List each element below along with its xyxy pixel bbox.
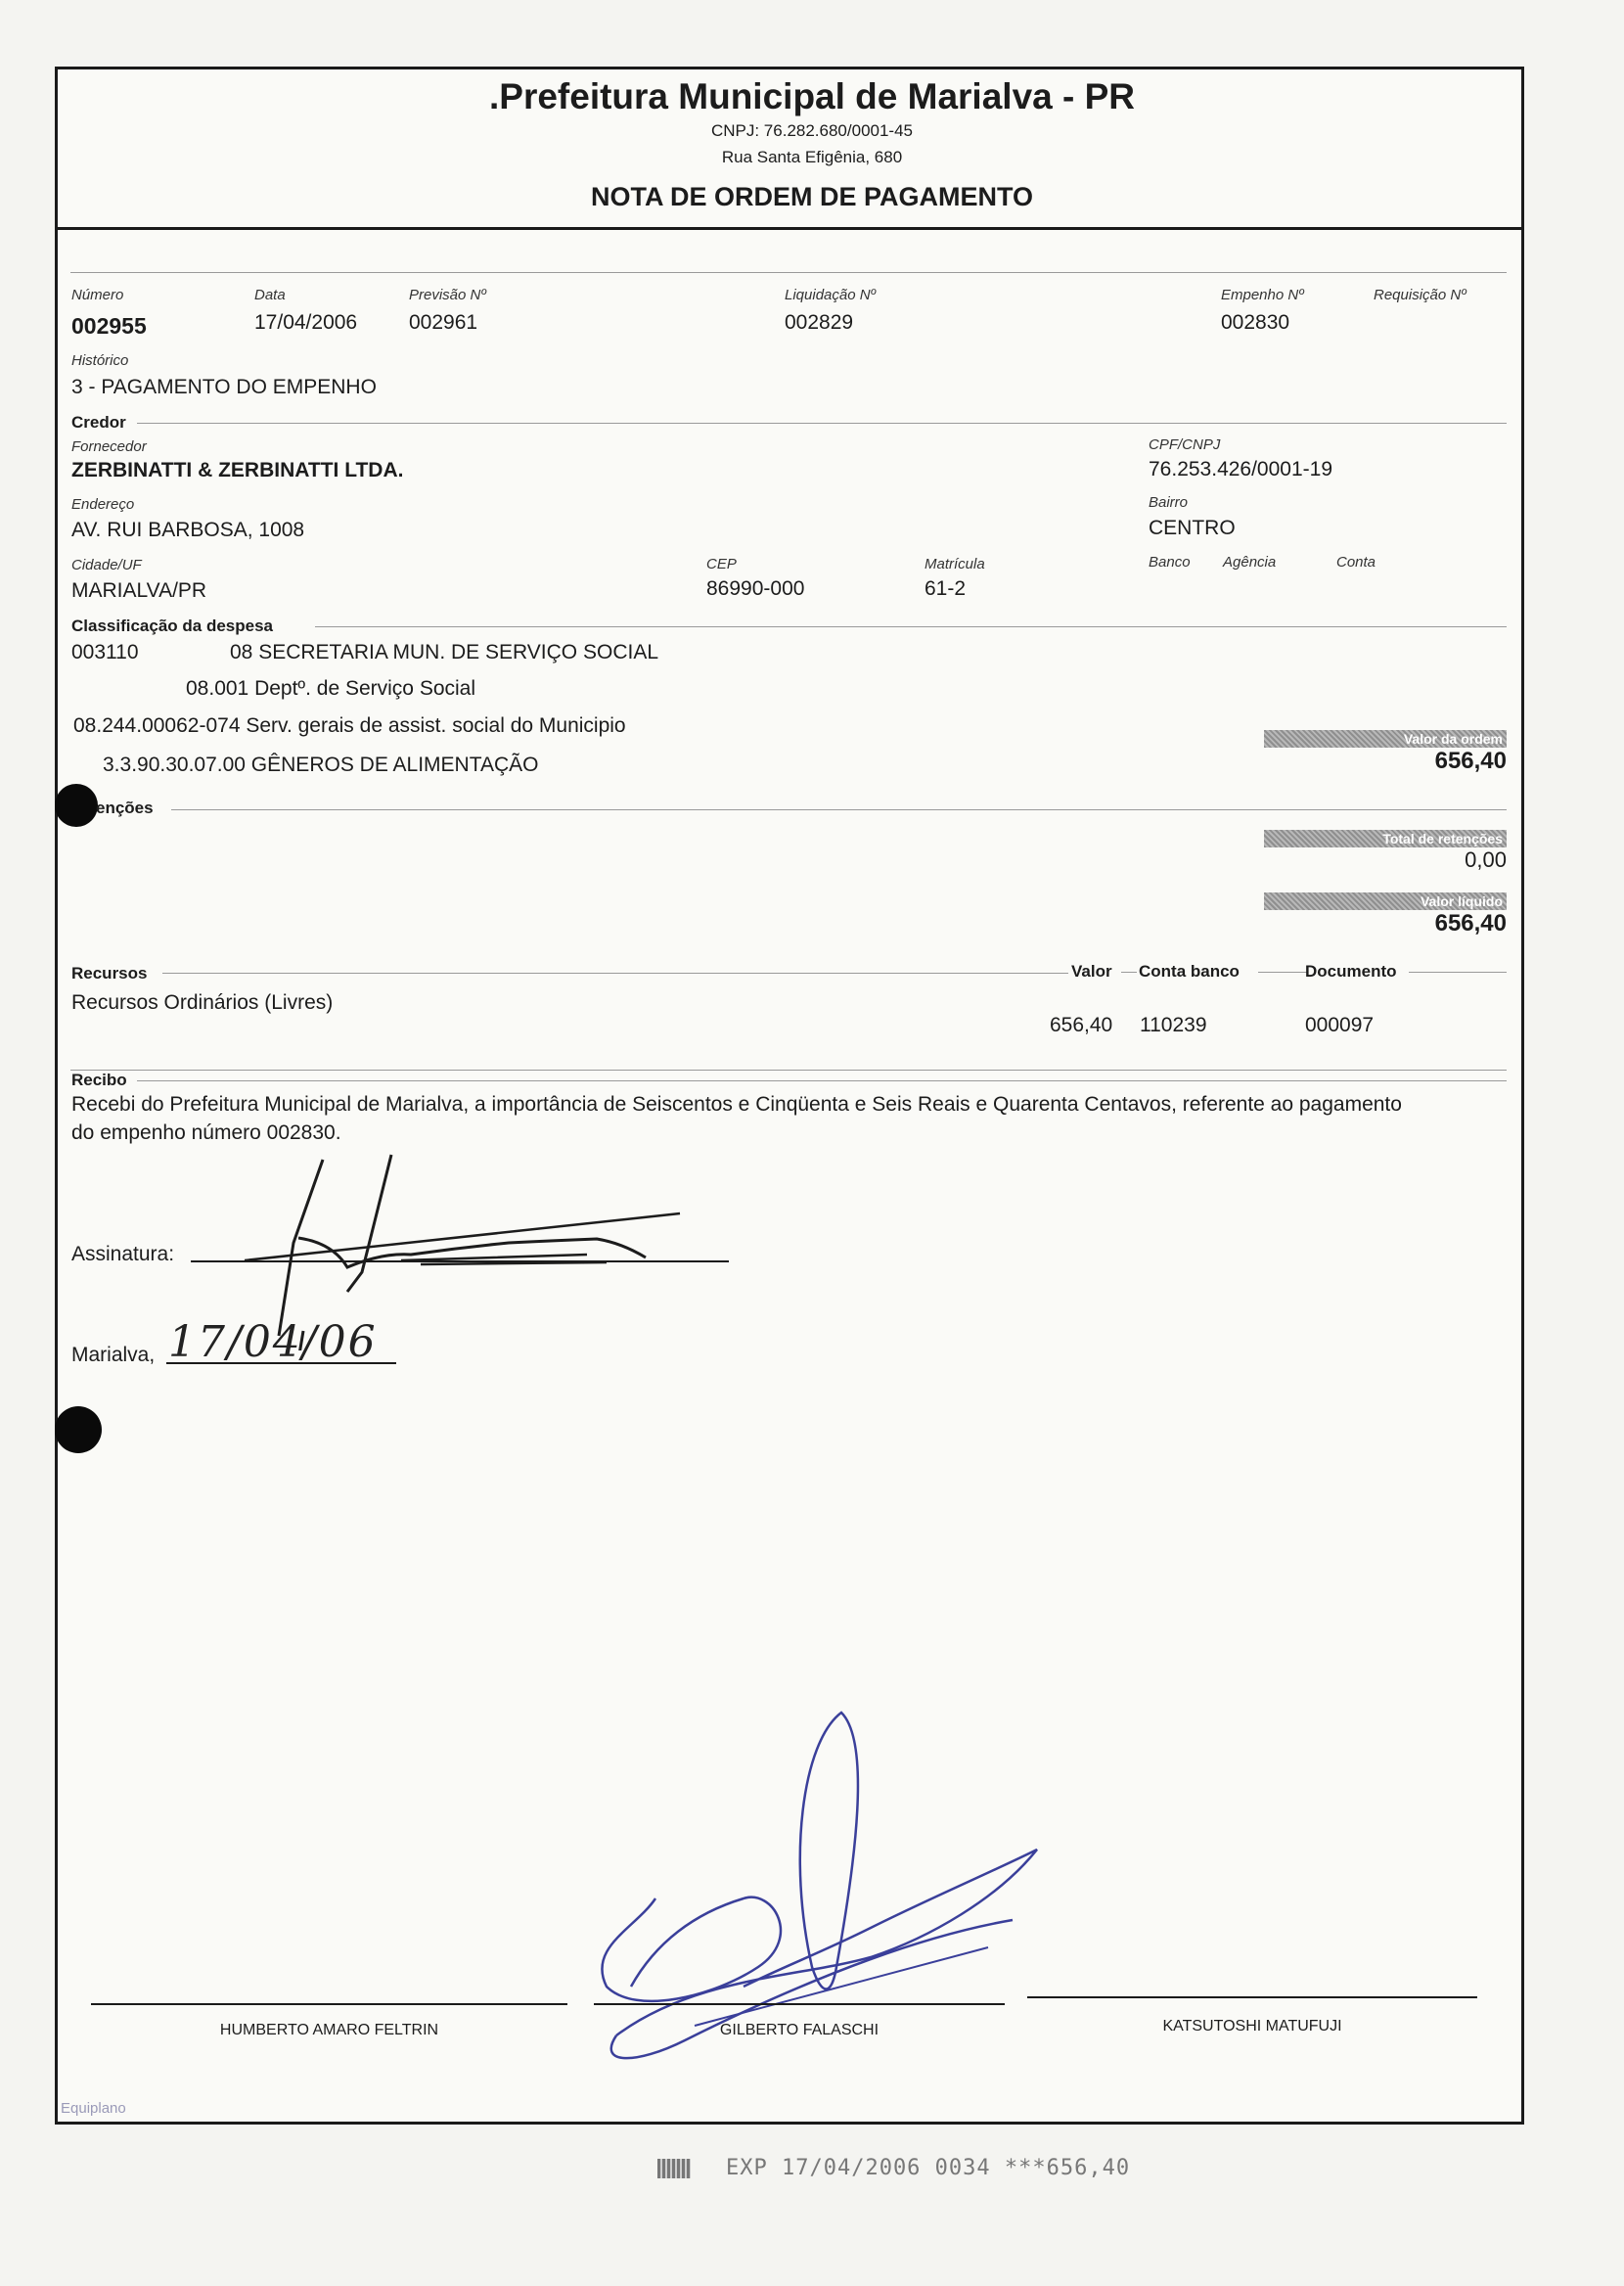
- handwritten-date: 17/04/06: [168, 1317, 378, 1367]
- empenho-value: 002830: [1221, 311, 1290, 334]
- matricula-label: Matrícula: [925, 556, 985, 572]
- valor-ordem-value: 656,40: [1434, 748, 1507, 774]
- agencia-label: Agência: [1223, 554, 1277, 571]
- numero-label: Número: [71, 287, 124, 303]
- signature-line-3: [1027, 1996, 1477, 1998]
- recibo-section: Recibo: [71, 1071, 127, 1089]
- punch-hole-bottom: [55, 1406, 102, 1453]
- requisicao-label: Requisição Nº: [1374, 287, 1466, 303]
- cep-label: CEP: [706, 556, 737, 572]
- equiplano-brand: Equiplano: [61, 2100, 126, 2117]
- recursos-rule-2: [1121, 972, 1137, 973]
- total-retencoes-value: 0,00: [1465, 847, 1507, 872]
- liquidacao-value: 002829: [785, 311, 854, 334]
- validation-stamp: EXP 17/04/2006 0034 ***656,40: [726, 2156, 1131, 2180]
- signature-line-2: [594, 2003, 1005, 2005]
- recursos-documento: 000097: [1305, 1014, 1375, 1036]
- recursos-rule: [162, 973, 1068, 974]
- recursos-conta-label: Conta banco: [1139, 962, 1240, 981]
- municipality-title: .Prefeitura Municipal de Marialva - PR: [488, 76, 1136, 116]
- fornecedor-label: Fornecedor: [71, 438, 147, 455]
- valor-ordem-label: Valor da ordem: [1264, 730, 1507, 748]
- recursos-descricao: Recursos Ordinários (Livres): [71, 991, 334, 1014]
- conta-label: Conta: [1336, 554, 1376, 571]
- previsao-label: Previsão Nº: [409, 287, 486, 303]
- recibo-top-rule: [70, 1070, 1507, 1071]
- cpf-value: 76.253.426/0001-19: [1149, 458, 1333, 480]
- gilberto-signature: [577, 1703, 1047, 2075]
- empenho-label: Empenho Nº: [1221, 287, 1304, 303]
- punch-hole-top: [55, 784, 98, 827]
- header-cnpj: CNPJ: 76.282.680/0001-45: [710, 121, 914, 140]
- banco-label: Banco: [1149, 554, 1191, 571]
- credor-rule: [137, 423, 1507, 424]
- recibo-rule: [137, 1080, 1507, 1081]
- retencoes-rule: [171, 809, 1507, 810]
- classificacao-section: Classificação da despesa: [71, 617, 274, 635]
- recibo-text-line1: Recebi do Prefeitura Municipal de Marialva, a importância de Seiscentos e Cinqüenta e Seis Reais e Quarenta Centavos, referente ao pagamento: [71, 1093, 1402, 1116]
- numero-value: 002955: [71, 313, 147, 339]
- fornecedor-value: ZERBINATTI & ZERBINATTI LTDA.: [71, 459, 404, 481]
- historico-value: 3 - PAGAMENTO DO EMPENHO: [71, 376, 377, 398]
- local-label: Marialva,: [71, 1344, 156, 1366]
- document-title: NOTA DE ORDEM DE PAGAMENTO: [590, 182, 1033, 211]
- recibo-text-line2: do empenho número 002830.: [71, 1121, 341, 1144]
- cep-value: 86990-000: [706, 577, 805, 600]
- classificacao-orgao: 08 SECRETARIA MUN. DE SERVIÇO SOCIAL: [230, 641, 659, 663]
- credor-section: Credor: [71, 413, 126, 432]
- endereco-label: Endereço: [71, 496, 135, 513]
- cpf-label: CPF/CNPJ: [1149, 436, 1221, 453]
- data-value: 17/04/2006: [254, 311, 358, 334]
- top-rule: [70, 272, 1507, 273]
- matricula-value: 61-2: [925, 577, 967, 600]
- liquidacao-label: Liquidação Nº: [785, 287, 877, 303]
- recursos-valor-label: Valor: [1071, 962, 1112, 981]
- recursos-valor: 656,40: [1050, 1014, 1113, 1036]
- classificacao-code: 003110: [71, 641, 139, 663]
- recursos-conta: 110239: [1140, 1014, 1207, 1036]
- total-retencoes-label: Total de retenções: [1264, 830, 1507, 847]
- cidade-value: MARIALVA/PR: [71, 579, 207, 602]
- signatory-2: GILBERTO FALASCHI: [719, 2022, 880, 2038]
- retencoes-section: enções: [96, 799, 154, 817]
- assinatura-label: Assinatura:: [71, 1243, 175, 1265]
- recursos-rule-3: [1258, 972, 1307, 973]
- header-address: Rua Santa Efigênia, 680: [721, 148, 903, 166]
- previsao-value: 002961: [409, 311, 478, 334]
- classificacao-unidade: 08.001 Deptº. de Serviço Social: [186, 677, 476, 700]
- valor-liquido-label: Valor líquido: [1264, 892, 1507, 910]
- signatory-3: KATSUTOSHI MATUFUJI: [1162, 2018, 1342, 2035]
- recursos-section: Recursos: [71, 964, 148, 983]
- recipient-signature: [186, 1145, 695, 1350]
- historico-label: Histórico: [71, 352, 129, 369]
- data-label: Data: [254, 287, 286, 303]
- classificacao-funcional: 08.244.00062-074 Serv. gerais de assist. social do Municipio: [73, 714, 626, 737]
- recursos-rule-4: [1409, 972, 1507, 973]
- bairro-label: Bairro: [1149, 494, 1189, 511]
- classificacao-rule: [315, 626, 1507, 627]
- recursos-documento-label: Documento: [1305, 962, 1397, 981]
- stamp-barcode-icon: [657, 2159, 691, 2178]
- signatory-1: HUMBERTO AMARO FELTRIN: [219, 2022, 439, 2038]
- header-separator: [55, 227, 1521, 230]
- signature-line-1: [91, 2003, 567, 2005]
- cidade-label: Cidade/UF: [71, 557, 142, 573]
- endereco-value: AV. RUI BARBOSA, 1008: [71, 519, 305, 541]
- bairro-value: CENTRO: [1149, 517, 1236, 539]
- valor-liquido-value: 656,40: [1434, 910, 1507, 937]
- classificacao-elemento: 3.3.90.30.07.00 GÊNEROS DE ALIMENTAÇÃO: [103, 754, 539, 776]
